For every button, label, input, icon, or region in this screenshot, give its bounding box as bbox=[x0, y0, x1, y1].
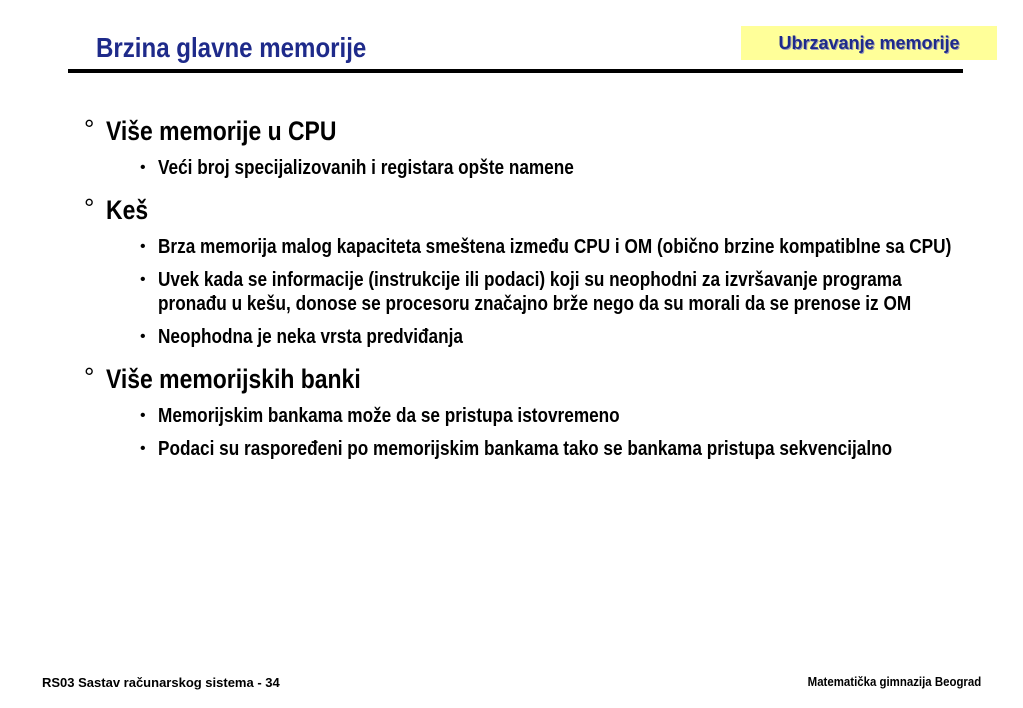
section-heading bbox=[84, 115, 964, 147]
section-heading-text: Više memorijskih banki bbox=[106, 364, 361, 394]
section-heading-text: Više memorije u CPU bbox=[106, 116, 337, 146]
section-badge: Ubrzavanje memorije bbox=[741, 26, 997, 60]
bullet-dot: • bbox=[140, 271, 146, 288]
bullet-text: Brza memorija malog kapaciteta smeštena između CPU i OM (obično brzine kompatiblne sa CPU) bbox=[158, 236, 952, 258]
bullet-item bbox=[138, 437, 958, 461]
bullet-item bbox=[138, 325, 958, 349]
title-rule bbox=[68, 69, 963, 73]
degree-marker: ° bbox=[84, 362, 95, 392]
bullet-dot: • bbox=[140, 159, 146, 176]
bullet-dot: • bbox=[140, 238, 146, 255]
bullet-item bbox=[138, 268, 958, 316]
degree-marker: ° bbox=[84, 193, 95, 223]
bullet-text: Neophodna je neka vrsta predviđanja bbox=[158, 326, 463, 348]
bullet-text: Uvek kada se informacije (instrukcije ili podaci) koji su neophodni za izvršavanje programa pronađu u kešu, donose se procesoru značajno brže nego da su morali da se prenose iz OM bbox=[158, 269, 912, 315]
bullet-item bbox=[138, 156, 958, 180]
bullet-dot: • bbox=[140, 328, 146, 345]
section-heading bbox=[84, 363, 964, 395]
degree-marker: ° bbox=[84, 114, 95, 144]
section-heading bbox=[84, 194, 964, 226]
bullet-text: Veći broj specijalizovanih i registara opšte namene bbox=[158, 157, 574, 179]
slide-content bbox=[84, 115, 964, 470]
bullet-dot: • bbox=[140, 407, 146, 424]
footer-institution: Matematička gimnazija Beograd bbox=[807, 674, 981, 689]
bullet-text: Podaci su raspoređeni po memorijskim bankama tako se bankama pristupa sekvencijalno bbox=[158, 438, 893, 460]
bullet-dot: • bbox=[140, 440, 146, 457]
section-heading-text: Keš bbox=[106, 195, 149, 225]
bullet-text: Memorijskim bankama može da se pristupa istovremeno bbox=[158, 405, 620, 427]
slide-title: Brzina glavne memorije bbox=[96, 32, 367, 63]
bullet-item bbox=[138, 235, 958, 259]
footer-slide-number: RS03 Sastav računarskog sistema - 34 bbox=[42, 675, 280, 690]
bullet-item bbox=[138, 404, 958, 428]
